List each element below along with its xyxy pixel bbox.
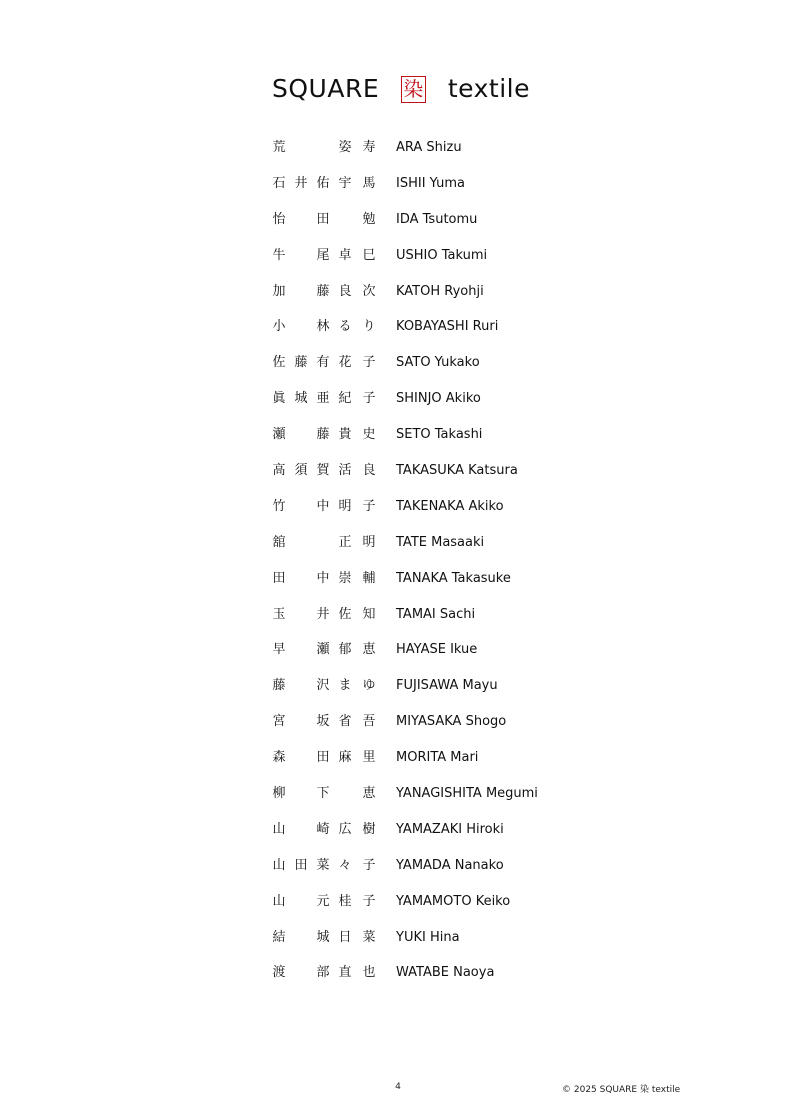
- member-japanese-name: [272, 282, 376, 302]
- member-japanese-name: [272, 138, 376, 158]
- member-romanized-name: TATE Masaaki: [396, 534, 485, 550]
- name-char: 姿: [338, 139, 352, 155]
- name-char: 知: [362, 606, 376, 622]
- name-char: 早: [272, 642, 286, 658]
- name-char: 林: [316, 319, 330, 335]
- name-char: 小: [272, 319, 286, 335]
- name-char: 藤: [316, 283, 330, 299]
- name-char: 竹: [272, 498, 286, 514]
- member-row: [272, 274, 532, 310]
- member-row: [272, 130, 532, 166]
- name-char: 坂: [316, 714, 330, 730]
- name-char: 城: [294, 391, 308, 407]
- name-char: 正: [338, 534, 352, 550]
- name-char: り: [362, 319, 376, 335]
- name-char: 吾: [362, 714, 376, 730]
- name-char: 石: [272, 175, 286, 191]
- member-romanized-name: KATOH Ryohji: [396, 283, 484, 299]
- name-char: 瀬: [316, 642, 330, 658]
- member-japanese-name: [272, 712, 376, 732]
- name-char: 荒: [272, 139, 286, 155]
- member-romanized-name: IDA Tsutomu: [396, 211, 478, 227]
- member-romanized-name: YAMAZAKI Hiroki: [396, 821, 504, 837]
- name-char: 高: [272, 462, 286, 478]
- member-row: [272, 812, 532, 848]
- name-char: 活: [338, 462, 352, 478]
- member-row: [272, 345, 532, 381]
- name-char: 桂: [338, 893, 352, 909]
- name-char: 須: [294, 462, 308, 478]
- member-japanese-name: [272, 317, 376, 337]
- name-char: 省: [338, 714, 352, 730]
- name-char: ま: [338, 678, 352, 694]
- name-char: 次: [362, 283, 376, 299]
- name-char: 馬: [362, 175, 376, 191]
- name-char: 貴: [338, 427, 352, 443]
- name-char: 直: [338, 965, 352, 981]
- member-row: [272, 776, 538, 812]
- logo-seal-mark: 染: [401, 76, 426, 103]
- name-char: 眞: [272, 391, 286, 407]
- name-char: 下: [316, 785, 330, 801]
- member-japanese-name: [272, 640, 376, 660]
- name-char: 宇: [338, 175, 352, 191]
- page-number: 4: [395, 1082, 401, 1092]
- name-char: 渡: [272, 965, 286, 981]
- member-row: [272, 955, 532, 991]
- copyright-notice: © 2025 SQUARE 染 textile: [562, 1085, 681, 1095]
- name-char: 崎: [316, 821, 330, 837]
- member-japanese-name: [272, 353, 376, 373]
- name-char: 井: [294, 175, 308, 191]
- member-row: [272, 884, 532, 920]
- name-char: 田: [272, 570, 286, 586]
- name-char: 寿: [362, 139, 376, 155]
- name-char: 也: [362, 965, 376, 981]
- member-row: [272, 597, 532, 633]
- member-row: [272, 740, 532, 776]
- member-romanized-name: YUKI Hina: [396, 929, 460, 945]
- member-romanized-name: TAMAI Sachi: [396, 606, 476, 622]
- member-japanese-name: [272, 210, 376, 230]
- member-japanese-name: [272, 605, 376, 625]
- member-romanized-name: MIYASAKA Shogo: [396, 714, 507, 730]
- name-char: 良: [362, 462, 376, 478]
- member-japanese-name: [272, 569, 376, 589]
- member-japanese-name: [272, 533, 376, 553]
- name-char: 菜: [362, 929, 376, 945]
- member-romanized-name: KOBAYASHI Ruri: [396, 319, 499, 335]
- member-romanized-name: SHINJO Akiko: [396, 391, 481, 407]
- name-char: 森: [272, 750, 286, 766]
- name-char: 有: [316, 355, 330, 371]
- name-char: 田: [316, 750, 330, 766]
- name-char: 良: [338, 283, 352, 299]
- member-japanese-name: [272, 246, 376, 266]
- member-row: [272, 202, 532, 238]
- member-japanese-name: [272, 892, 376, 912]
- name-char: 広: [338, 821, 352, 837]
- member-japanese-name: [272, 963, 376, 983]
- member-row: [272, 381, 532, 417]
- name-char: 明: [338, 498, 352, 514]
- member-japanese-name: [272, 784, 376, 804]
- name-char: 怡: [272, 211, 286, 227]
- member-japanese-name: [272, 676, 376, 696]
- member-romanized-name: YAMADA Nanako: [396, 857, 504, 873]
- name-char: 史: [362, 427, 376, 443]
- name-char: 結: [272, 929, 286, 945]
- member-romanized-name: SATO Yukako: [396, 355, 480, 371]
- name-char: 舘: [272, 534, 286, 550]
- name-char: 里: [362, 750, 376, 766]
- name-char: ゆ: [362, 678, 376, 694]
- member-row: [272, 309, 532, 345]
- name-char: 亜: [316, 391, 330, 407]
- name-char: 恵: [362, 642, 376, 658]
- name-char: 明: [362, 534, 376, 550]
- name-char: 加: [272, 283, 286, 299]
- member-romanized-name: TANAKA Takasuke: [396, 570, 511, 586]
- name-char: 沢: [316, 678, 330, 694]
- name-char: る: [338, 319, 352, 335]
- member-romanized-name: FUJISAWA Mayu: [396, 678, 498, 694]
- name-char: 元: [316, 893, 330, 909]
- name-char: 崇: [338, 570, 352, 586]
- name-char: 賀: [316, 462, 330, 478]
- name-char: 菜: [316, 857, 330, 873]
- member-row: [272, 489, 532, 525]
- name-char: 日: [338, 929, 352, 945]
- name-char: 佑: [316, 175, 330, 191]
- name-char: 々: [338, 857, 352, 873]
- name-char: 子: [362, 498, 376, 514]
- name-char: 郁: [338, 642, 352, 658]
- member-japanese-name: [272, 461, 376, 481]
- member-japanese-name: [272, 820, 376, 840]
- member-japanese-name: [272, 748, 376, 768]
- name-char: 子: [362, 893, 376, 909]
- name-char: 山: [272, 893, 286, 909]
- name-char: 牛: [272, 247, 286, 263]
- member-romanized-name: YAMAMOTO Keiko: [396, 893, 511, 909]
- brand-logo: [272, 74, 530, 104]
- name-char: 紀: [338, 391, 352, 407]
- name-char: 卓: [338, 247, 352, 263]
- member-row: [272, 453, 532, 489]
- member-japanese-name: [272, 497, 376, 517]
- member-row: [272, 632, 532, 668]
- member-list: [272, 130, 538, 991]
- member-row: [272, 668, 532, 704]
- name-char: 樹: [362, 821, 376, 837]
- member-romanized-name: TAKENAKA Akiko: [396, 498, 504, 514]
- name-char: 山: [272, 857, 286, 873]
- member-romanized-name: SETO Takashi: [396, 427, 483, 443]
- name-char: 子: [362, 857, 376, 873]
- member-row: [272, 417, 532, 453]
- member-row: [272, 561, 532, 597]
- name-char: 井: [316, 606, 330, 622]
- member-japanese-name: [272, 389, 376, 409]
- name-char: 佐: [272, 355, 286, 371]
- name-char: 藤: [294, 355, 308, 371]
- name-char: 玉: [272, 606, 286, 622]
- member-row: [272, 848, 532, 884]
- member-romanized-name: TAKASUKA Katsura: [396, 462, 518, 478]
- member-japanese-name: [272, 425, 376, 445]
- name-char: 山: [272, 821, 286, 837]
- name-char: 城: [316, 929, 330, 945]
- logo-wordmark-left: SQUARE: [272, 74, 380, 103]
- member-romanized-name: YANAGISHITA Megumi: [396, 785, 538, 801]
- name-char: 尾: [316, 247, 330, 263]
- name-char: 輔: [362, 570, 376, 586]
- name-char: 藤: [272, 678, 286, 694]
- member-japanese-name: [272, 174, 376, 194]
- name-char: 恵: [362, 785, 376, 801]
- name-char: 勉: [362, 211, 376, 227]
- member-japanese-name: [272, 856, 376, 876]
- member-row: [272, 238, 532, 274]
- member-row: [272, 704, 532, 740]
- name-char: 子: [362, 355, 376, 371]
- name-char: 瀬: [272, 427, 286, 443]
- member-row: [272, 166, 532, 202]
- member-romanized-name: ISHII Yuma: [396, 175, 465, 191]
- member-row: [272, 525, 532, 561]
- name-char: 佐: [338, 606, 352, 622]
- member-romanized-name: WATABE Naoya: [396, 965, 495, 981]
- name-char: 中: [316, 570, 330, 586]
- name-char: 田: [294, 857, 308, 873]
- member-romanized-name: ARA Shizu: [396, 139, 462, 155]
- logo-wordmark-right: textile: [447, 74, 530, 103]
- name-char: 藤: [316, 427, 330, 443]
- member-japanese-name: [272, 928, 376, 948]
- name-char: 子: [362, 391, 376, 407]
- name-char: 麻: [338, 750, 352, 766]
- member-romanized-name: USHIO Takumi: [396, 247, 488, 263]
- name-char: 部: [316, 965, 330, 981]
- member-romanized-name: HAYASE Ikue: [396, 642, 478, 658]
- name-char: 花: [338, 355, 352, 371]
- name-char: 中: [316, 498, 330, 514]
- name-char: 巳: [362, 247, 376, 263]
- member-row: [272, 920, 532, 956]
- member-romanized-name: MORITA Mari: [396, 750, 479, 766]
- name-char: 柳: [272, 785, 286, 801]
- name-char: 田: [316, 211, 330, 227]
- name-char: 宮: [272, 714, 286, 730]
